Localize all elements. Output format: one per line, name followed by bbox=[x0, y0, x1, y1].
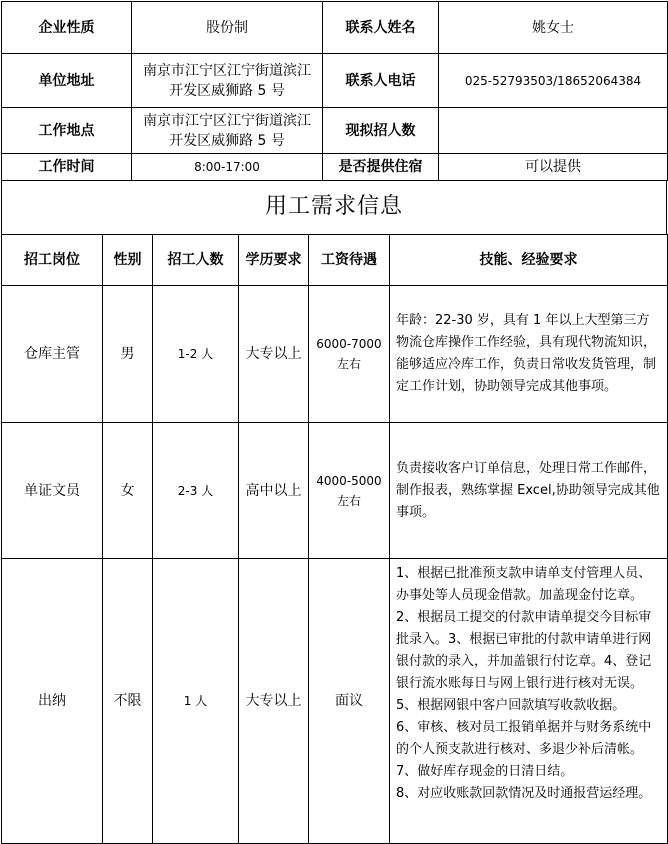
table-row bbox=[2, 286, 668, 423]
job-requirements: 年龄：22-30 岁，具有 1 年以上大型第三方物流仓库操作工作经验，具有现代物流知识，能够适应冷库工作，负责日常收发货管理，制定工作计划，协助领导完成其他事项。 bbox=[390, 286, 668, 423]
phone-label: 联系人电话 bbox=[323, 54, 439, 108]
job-salary bbox=[309, 286, 390, 423]
job-gender: 男 bbox=[103, 286, 153, 423]
col-count: 招工人数 bbox=[153, 235, 239, 286]
job-count: 1 人 bbox=[153, 559, 239, 844]
requirement-item: 2、根据员工提交的付款申请单提交今目标审批录入。3、根据已审批的付款申请单进行网银付款的录入，并加盖银行付讫章。4、登记银行流水账每日与网上银行进行核对无误。 bbox=[396, 610, 652, 691]
work-time-value: 8:00-17:00 bbox=[132, 154, 323, 181]
address-value: 南京市江宁区江宁街道滨江开发区威狮路 5 号 bbox=[132, 54, 323, 108]
section-title-table bbox=[1, 181, 667, 235]
job-education: 大专以上 bbox=[239, 286, 309, 423]
requirement-item: 1、根据已批准预支款申请单支付管理人员、办事处等人员现金借款。加盖现金付讫章。 bbox=[396, 566, 652, 603]
job-requirements-list bbox=[390, 559, 668, 844]
col-requirements: 技能、经验要求 bbox=[390, 235, 668, 286]
job-position: 仓库主管 bbox=[2, 286, 103, 423]
job-position: 出纳 bbox=[2, 559, 103, 844]
col-gender: 性别 bbox=[103, 235, 153, 286]
job-position: 单证文员 bbox=[2, 423, 103, 559]
requirement-item: 5、根据网银中客户回款填写收款收据。 bbox=[396, 698, 626, 713]
address-label: 单位地址 bbox=[2, 54, 132, 108]
col-position: 招工岗位 bbox=[2, 235, 103, 286]
job-salary-note: 左右 bbox=[336, 493, 361, 508]
job-salary: 面议 bbox=[309, 559, 390, 844]
col-salary: 工资待遇 bbox=[309, 235, 390, 286]
work-place-label: 工作地点 bbox=[2, 108, 132, 154]
job-count: 2-3 人 bbox=[153, 423, 239, 559]
job-salary-note: 左右 bbox=[336, 357, 361, 371]
planned-hires-label: 现拟招人数 bbox=[323, 108, 439, 154]
contact-name-label: 联系人姓名 bbox=[323, 2, 439, 54]
job-requirements: 负责接收客户订单信息，处理日常工作邮件，制作报表，熟练掌握 Excel,协助领导完成其他事项。 bbox=[390, 423, 668, 559]
job-education: 高中以上 bbox=[239, 423, 309, 559]
company-nature-value: 股份制 bbox=[132, 2, 323, 54]
col-education: 学历要求 bbox=[239, 235, 309, 286]
requirement-item: 7、做好库存现金的日清日结。 bbox=[396, 764, 574, 779]
table-row bbox=[2, 423, 668, 559]
job-salary bbox=[309, 423, 390, 559]
job-count: 1-2 人 bbox=[153, 286, 239, 423]
table-row bbox=[2, 559, 668, 844]
planned-hires-value bbox=[439, 108, 668, 154]
job-salary-amount: 6000-7000 bbox=[316, 337, 382, 351]
job-table-header bbox=[2, 235, 668, 286]
job-gender: 不限 bbox=[103, 559, 153, 844]
company-nature-label: 企业性质 bbox=[2, 2, 132, 54]
work-place-value: 南京市江宁区江宁街道滨江开发区威狮路 5 号 bbox=[132, 108, 323, 154]
contact-name-value: 姚女士 bbox=[439, 2, 668, 54]
lodging-value: 可以提供 bbox=[439, 154, 668, 181]
phone-value: 025-52793503/18652064384 bbox=[439, 54, 668, 108]
requirement-item: 8、对应收账款回款情况及时通报营运经理。 bbox=[396, 786, 652, 801]
section-title: 用工需求信息 bbox=[2, 181, 667, 234]
requirement-item: 6、审核、核对员工报销单据并与财务系统中的个人预支款进行核对、多退少补后清帐。 bbox=[396, 720, 652, 757]
lodging-label: 是否提供住宿 bbox=[323, 154, 439, 181]
job-salary-amount: 4000-5000 bbox=[316, 473, 382, 488]
job-table bbox=[1, 234, 668, 844]
job-gender: 女 bbox=[103, 423, 153, 559]
job-education: 大专以上 bbox=[239, 559, 309, 844]
company-info-table bbox=[1, 1, 668, 181]
work-time-label: 工作时间 bbox=[2, 154, 132, 181]
